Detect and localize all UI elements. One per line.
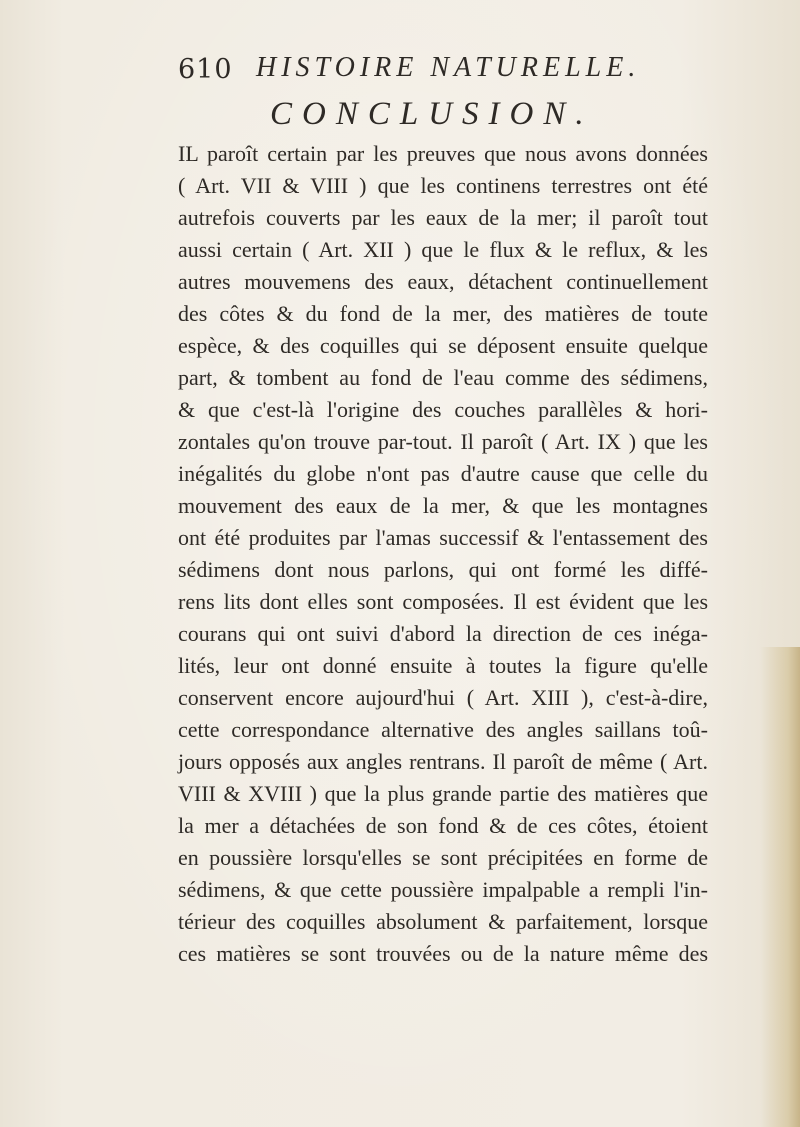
text-line: sédimens, & que cette poussière impalpable a rempli l'in- xyxy=(178,877,708,902)
text-line: en poussière lorsqu'elles se sont précipitées en forme de xyxy=(178,845,708,870)
text-line: zontales qu'on trouve par-tout. Il paroît ( Art. IX ) que les xyxy=(178,429,708,454)
running-title: HISTOIRE NATURELLE. xyxy=(256,52,641,83)
page-edge-stain xyxy=(760,647,800,1127)
text-line: lités, leur ont donné ensuite à toutes la figure qu'elle xyxy=(178,653,708,678)
text-line: mouvement des eaux de la mer, & que les montagnes xyxy=(178,493,708,518)
page-header xyxy=(178,52,641,92)
text-line: rens lits dont elles sont composées. Il est évident que les xyxy=(178,589,708,614)
text-line: cette correspondance alternative des angles saillans toû- xyxy=(178,717,708,742)
text-line: térieur des coquilles absolument & parfaitement, lorsque xyxy=(178,909,708,934)
text-line: inégalités du globe n'ont pas d'autre cause que celle du xyxy=(178,461,708,486)
section-title: CONCLUSION. xyxy=(270,96,594,132)
text-line: & que c'est-là l'origine des couches parallèles & hori- xyxy=(178,397,708,422)
text-line: aussi certain ( Art. XII ) que le flux & le reflux, & les xyxy=(178,237,708,262)
text-line: part, & tombent au fond de l'eau comme des sédimens, xyxy=(178,365,708,390)
text-line: ( Art. VII & VIII ) que les continens terrestres ont été xyxy=(178,173,708,198)
body-text xyxy=(178,138,708,970)
text-line: jours opposés aux angles rentrans. Il paroît de même ( Art. xyxy=(178,749,708,774)
text-line: la mer a détachées de son fond & de ces côtes, étoient xyxy=(178,813,708,838)
text-line: conservent encore aujourd'hui ( Art. XIII ), c'est-à-dire, xyxy=(178,685,708,710)
text-line: autrefois couverts par les eaux de la mer; il paroît tout xyxy=(178,205,708,230)
text-line: autres mouvemens des eaux, détachent continuellement xyxy=(178,269,708,294)
text-line: VIII & XVIII ) que la plus grande partie des matières que xyxy=(178,781,708,806)
page-number: 610 xyxy=(178,54,233,85)
text-line: courans qui ont suivi d'abord la direction de ces inéga- xyxy=(178,621,708,646)
text-line: des côtes & du fond de la mer, des matières de toute xyxy=(178,301,708,326)
text-line: sédimens dont nous parlons, qui ont formé les diffé- xyxy=(178,557,708,582)
text-line: ont été produites par l'amas successif & l'entassement des xyxy=(178,525,708,550)
text-line: IL paroît certain par les preuves que nous avons données xyxy=(178,141,708,166)
text-line: ces matières se sont trouvées ou de la nature même des xyxy=(178,941,708,966)
text-line: espèce, & des coquilles qui se déposent ensuite quelque xyxy=(178,333,708,358)
